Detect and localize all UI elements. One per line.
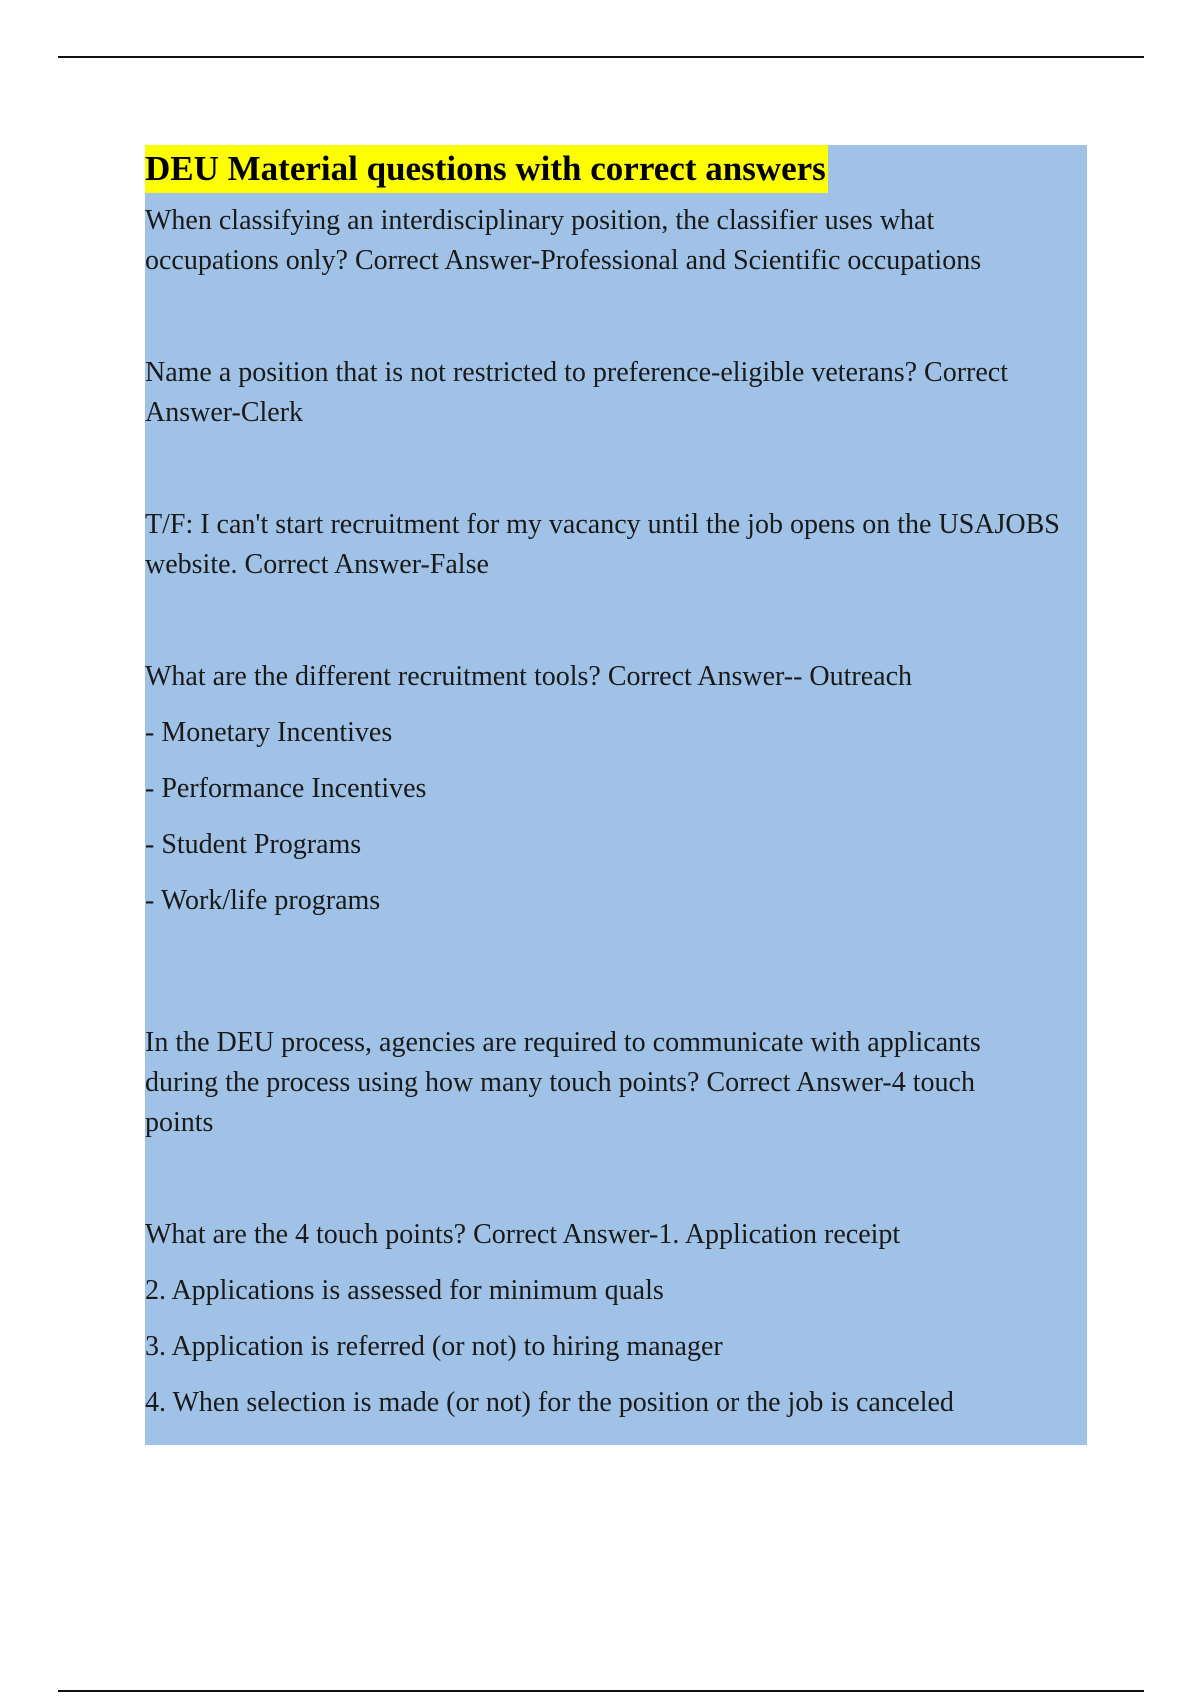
- list-item: - Performance Incentives: [145, 773, 427, 804]
- qa-text: What are the different recruitment tools? Correct Answer-- Outreach: [145, 661, 913, 692]
- qa-text: T/F: I can't start recruitment for my vacancy until the job opens on the USAJOBS website. Correct Answer-False: [145, 509, 1060, 580]
- qa-item-2: [145, 353, 1087, 433]
- title-wrapper: [145, 145, 828, 193]
- footer-rule: [58, 1690, 1144, 1692]
- qa-text: What are the 4 touch points? Correct Answer-1. Application receipt: [145, 1219, 901, 1250]
- document-title: DEU Material questions with correct answers: [145, 145, 828, 193]
- document-content: [145, 145, 1087, 1445]
- list-item: 4. When selection is made (or not) for the position or the job is canceled: [145, 1387, 954, 1418]
- list-item: 3. Application is referred (or not) to hiring manager: [145, 1331, 723, 1362]
- qa-item-5: [145, 1023, 1045, 1143]
- qa-text: When classifying an interdisciplinary position, the classifier uses what occupations only? Correct Answer-Professional and Scientific occupations: [145, 205, 982, 276]
- qa-text: Name a position that is not restricted to preference-eligible veterans? Correct Answer-Clerk: [145, 357, 1008, 428]
- qa-item-4: [145, 657, 1087, 921]
- qa-item-6: [145, 1215, 1087, 1423]
- list-item: - Work/life programs: [145, 885, 381, 916]
- list-item: 2. Applications is assessed for minimum quals: [145, 1275, 664, 1306]
- list-item: - Student Programs: [145, 829, 362, 860]
- qa-text: In the DEU process, agencies are required to communicate with applicants during the process using how many touch points? Correct Answer-4 touch points: [145, 1027, 981, 1138]
- list-item: - Monetary Incentives: [145, 717, 393, 748]
- qa-item-3: [145, 505, 1087, 585]
- header-rule: [58, 56, 1144, 58]
- qa-item-1: [145, 201, 1055, 281]
